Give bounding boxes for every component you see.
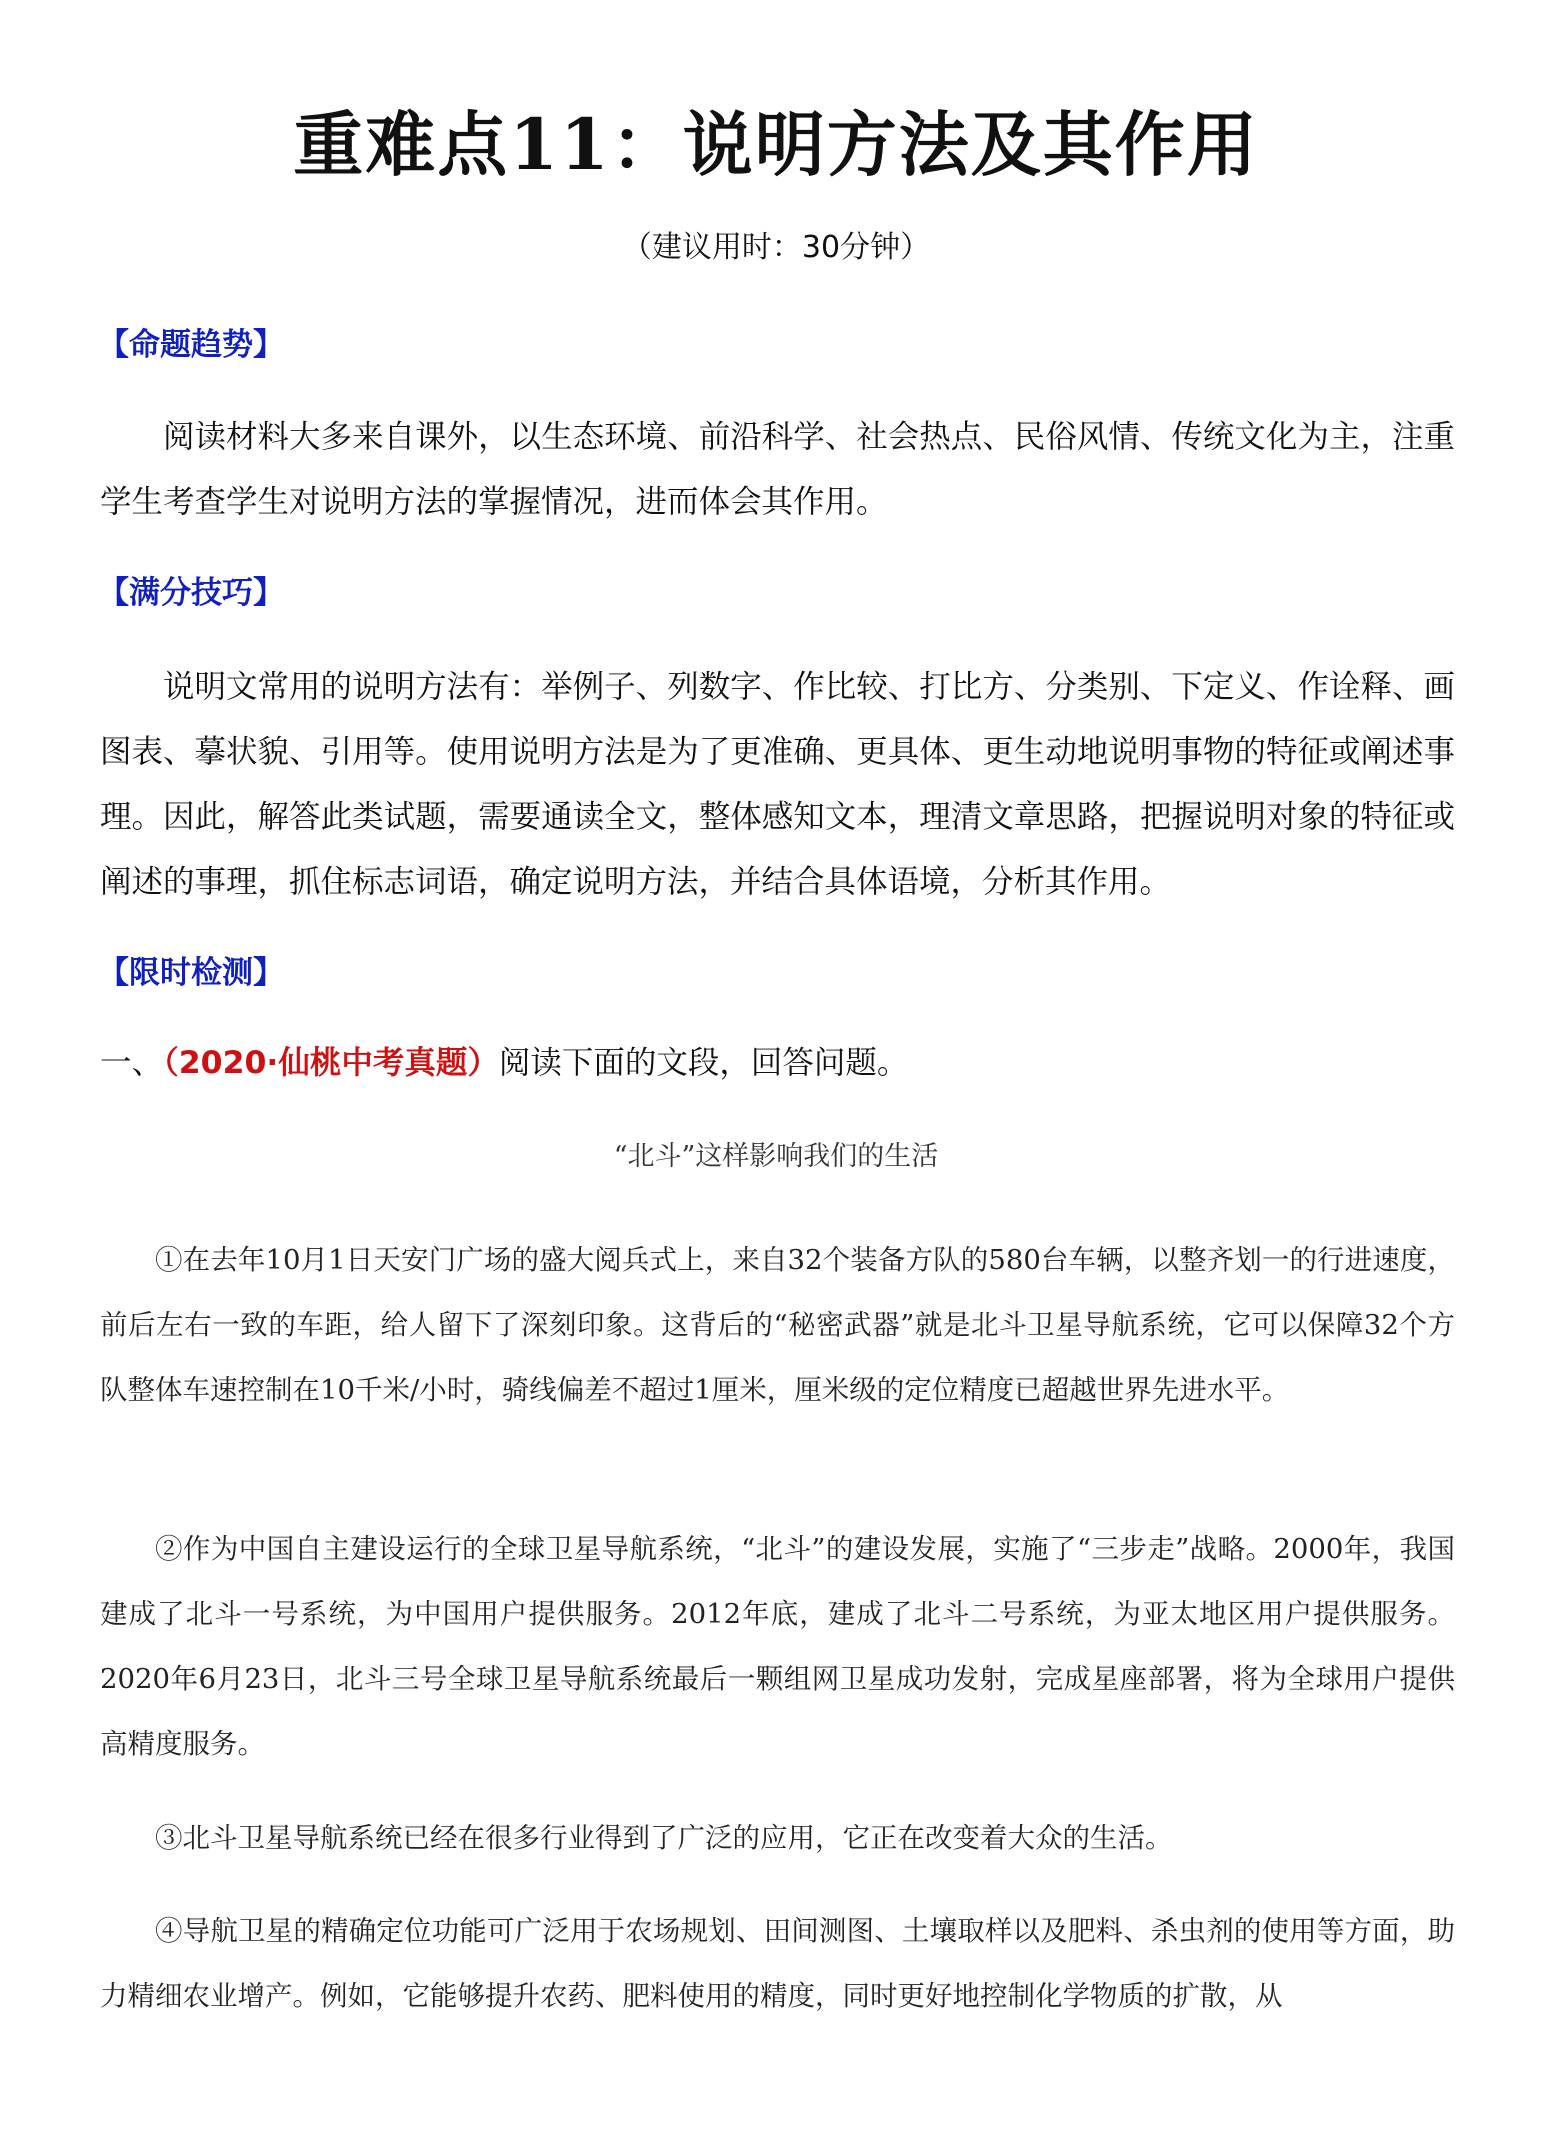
page-title: 重难点11：说明方法及其作用 (293, 103, 1259, 186)
trend-paragraph: 阅读材料大多来自课外，以生态环境、前沿科学、社会热点、民俗风情、传统文化为主，注重学生考查学生对说明方法的掌握情况，进而体会其作用。 (100, 419, 1455, 520)
article-paragraph-3: ③北斗卫星导航系统已经在很多行业得到了广泛的应用，它正在改变着大众的生活。 (155, 1822, 1173, 1854)
question-prompt: 阅读下面的文段，回答问题。 (498, 1045, 909, 1081)
section-heading-test: 【限时检测】 (98, 955, 284, 991)
question-number: 一、 (100, 1045, 164, 1081)
article-title: “北斗”这样影响我们的生活 (613, 1141, 939, 1172)
question-source: （2020·仙桃中考真题） (163, 1045, 499, 1081)
skills-paragraph: 说明文常用的说明方法有：举例子、列数字、作比较、打比方、分类别、下定义、作诠释、画图表、摹状貌、引用等。使用说明方法是为了更准确、更具体、更生动地说明事物的特征或阐述事理。因此，解答此类试题，需要通读全文，整体感知文本，理清文章思路，把握说明对象的特征或阐述的事理，抓住标志词语，确定说明方法，并结合具体语境，分析其作用。 (100, 669, 1455, 900)
article-paragraph-1: ①在去年10月1日天安门广场的盛大阅兵式上，来自32个装备方队的580台车辆，以整齐划一的行进速度，前后左右一致的车距，给人留下了深刻印象。这背后的“秘密武器”就是北斗卫星导航系统，它可以保障32个方队整体车速控制在10千米/小时，骑线偏差不超过1厘米，厘米级的定位精度已超越世界先进水平。 (100, 1244, 1455, 1406)
time-suggestion: （建议用时：30分钟） (621, 230, 931, 265)
section-heading-skills: 【满分技巧】 (98, 575, 284, 611)
article-paragraph-2: ②作为中国自主建设运行的全球卫星导航系统，“北斗”的建设发展，实施了“三步走”战略。2000年，我国建成了北斗一号系统，为中国用户提供服务。2012年底，建成了北斗二号系统，为亚太地区用户提供服务。2020年6月23日，北斗三号全球卫星导航系统最后一颗组网卫星成功发射，完成星座部署，将为全球用户提供高精度服务。 (100, 1533, 1455, 1760)
section-heading-trend: 【命题趋势】 (98, 327, 284, 363)
question-line (100, 1045, 909, 1081)
article-paragraph-4: ④导航卫星的精确定位功能可广泛用于农场规划、田间测图、土壤取样以及肥料、杀虫剂的使用等方面，助力精细农业增产。例如，它能够提升农药、肥料使用的精度，同时更好地控制化学物质的扩散，从 (100, 1915, 1455, 2012)
